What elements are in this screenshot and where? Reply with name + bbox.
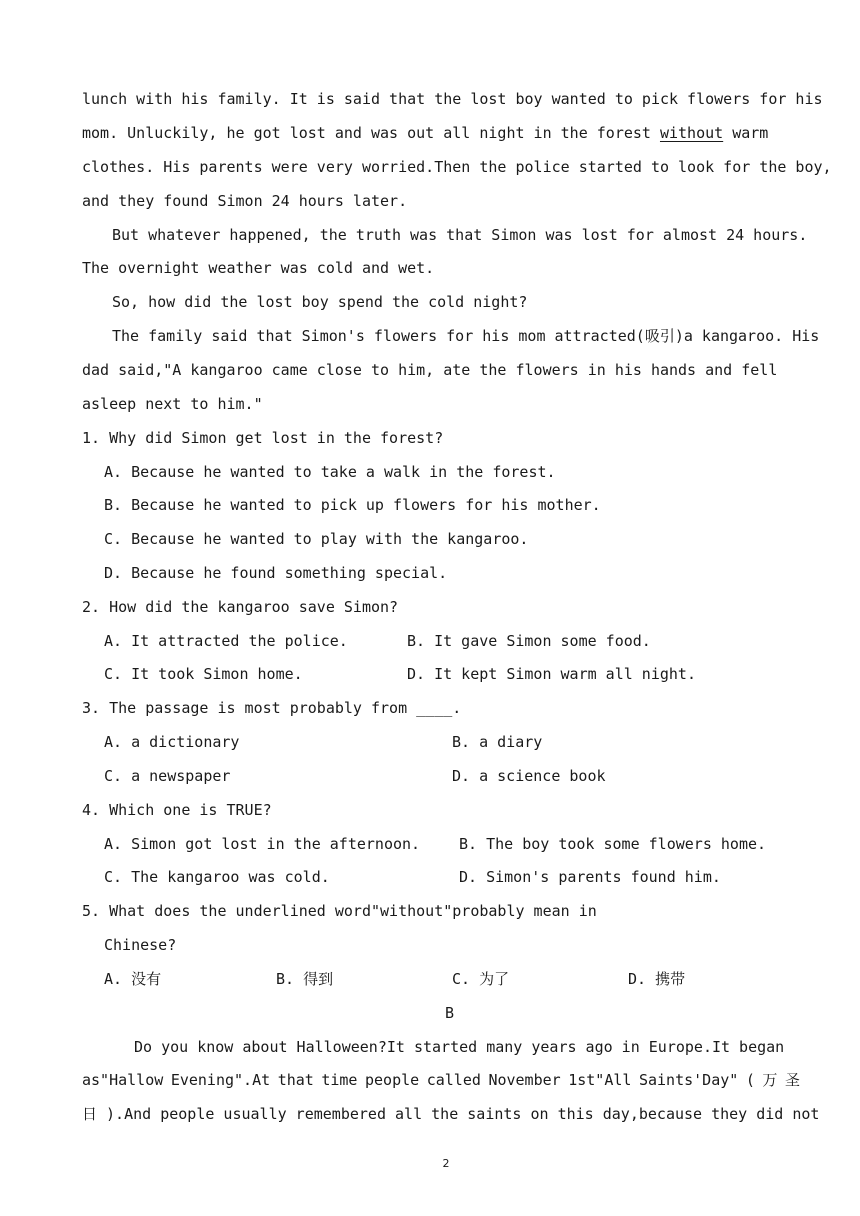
passage-line: But whatever happened, the truth was that Simon was lost for almost 24 hours. xyxy=(112,226,808,244)
question-stem: 2. How did the kangaroo save Simon? xyxy=(82,598,399,616)
question-stem: Chinese? xyxy=(104,936,177,954)
answer-option: B. 得到 xyxy=(276,970,334,988)
answer-option: C. a newspaper xyxy=(104,767,231,785)
passage-line: 日 ).And people usually remembered all the saints on this day,because they did not xyxy=(82,1105,820,1123)
passage-line xyxy=(82,123,768,143)
question-stem: 5. What does the underlined word"without"probably mean in xyxy=(82,902,597,920)
answer-option: D. Because he found something special. xyxy=(104,564,448,582)
passage-line: The family said that Simon's flowers for his mom attracted(吸引)a kangaroo. His xyxy=(112,327,820,345)
answer-option: B. It gave Simon some food. xyxy=(407,632,651,650)
word: November xyxy=(488,1071,561,1089)
word: 万 xyxy=(762,1071,778,1089)
answer-option: B. a diary xyxy=(452,733,543,751)
underlined-word: without xyxy=(659,124,724,142)
word: people xyxy=(365,1071,420,1089)
passage-line: and they found Simon 24 hours later. xyxy=(82,192,408,210)
answer-option: A. 没有 xyxy=(104,970,162,988)
answer-option: D. a science book xyxy=(452,767,606,785)
answer-option: C. The kangaroo was cold. xyxy=(104,868,330,886)
answer-option: D. Simon's parents found him. xyxy=(459,868,721,886)
section-heading: B xyxy=(445,1004,455,1022)
passage-text: mom. Unluckily, he got lost and was out all night in the forest xyxy=(82,124,660,142)
word: Saints'Day" xyxy=(638,1071,739,1089)
word: 圣 xyxy=(784,1071,800,1089)
word: time xyxy=(321,1071,358,1089)
answer-option: A. Because he wanted to take a walk in the forest. xyxy=(104,463,556,481)
passage-line: lunch with his family. It is said that the lost boy wanted to pick flowers for his xyxy=(82,90,823,108)
word: ( xyxy=(745,1071,755,1089)
passage-line: asleep next to him." xyxy=(82,395,263,413)
answer-option: C. Because he wanted to play with the kangaroo. xyxy=(104,530,529,548)
passage-line xyxy=(82,1070,800,1090)
question-stem: 1. Why did Simon get lost in the forest? xyxy=(82,429,444,447)
answer-option: A. a dictionary xyxy=(104,733,240,751)
answer-option: C. 为了 xyxy=(452,970,510,988)
passage-line: So, how did the lost boy spend the cold night? xyxy=(112,293,528,311)
word: 1st"All xyxy=(568,1071,632,1089)
answer-option: D. 携带 xyxy=(628,970,686,988)
answer-option: C. It took Simon home. xyxy=(104,665,303,683)
answer-option: B. The boy took some flowers home. xyxy=(459,835,767,853)
word: Evening".At xyxy=(170,1071,271,1089)
page-number: 2 xyxy=(442,1157,450,1170)
word: called xyxy=(426,1071,481,1089)
passage-line: Do you know about Halloween?It started many years ago in Europe.It began xyxy=(134,1038,785,1056)
passage-line: clothes. His parents were very worried.Then the police started to look for the boy, xyxy=(82,158,832,176)
passage-line: dad said,"A kangaroo came close to him, ate the flowers in his hands and fell xyxy=(82,361,778,379)
answer-option: A. It attracted the police. xyxy=(104,632,348,650)
question-stem: 3. The passage is most probably from ____. xyxy=(82,699,462,717)
passage-text: warm xyxy=(723,124,769,142)
passage-line: The overnight weather was cold and wet. xyxy=(82,259,435,277)
question-stem: 4. Which one is TRUE? xyxy=(82,801,272,819)
word: that xyxy=(277,1071,314,1089)
answer-option: B. Because he wanted to pick up flowers for his mother. xyxy=(104,496,601,514)
answer-option: A. Simon got lost in the afternoon. xyxy=(104,835,421,853)
word: as"Hallow xyxy=(82,1071,164,1089)
answer-option: D. It kept Simon warm all night. xyxy=(407,665,696,683)
